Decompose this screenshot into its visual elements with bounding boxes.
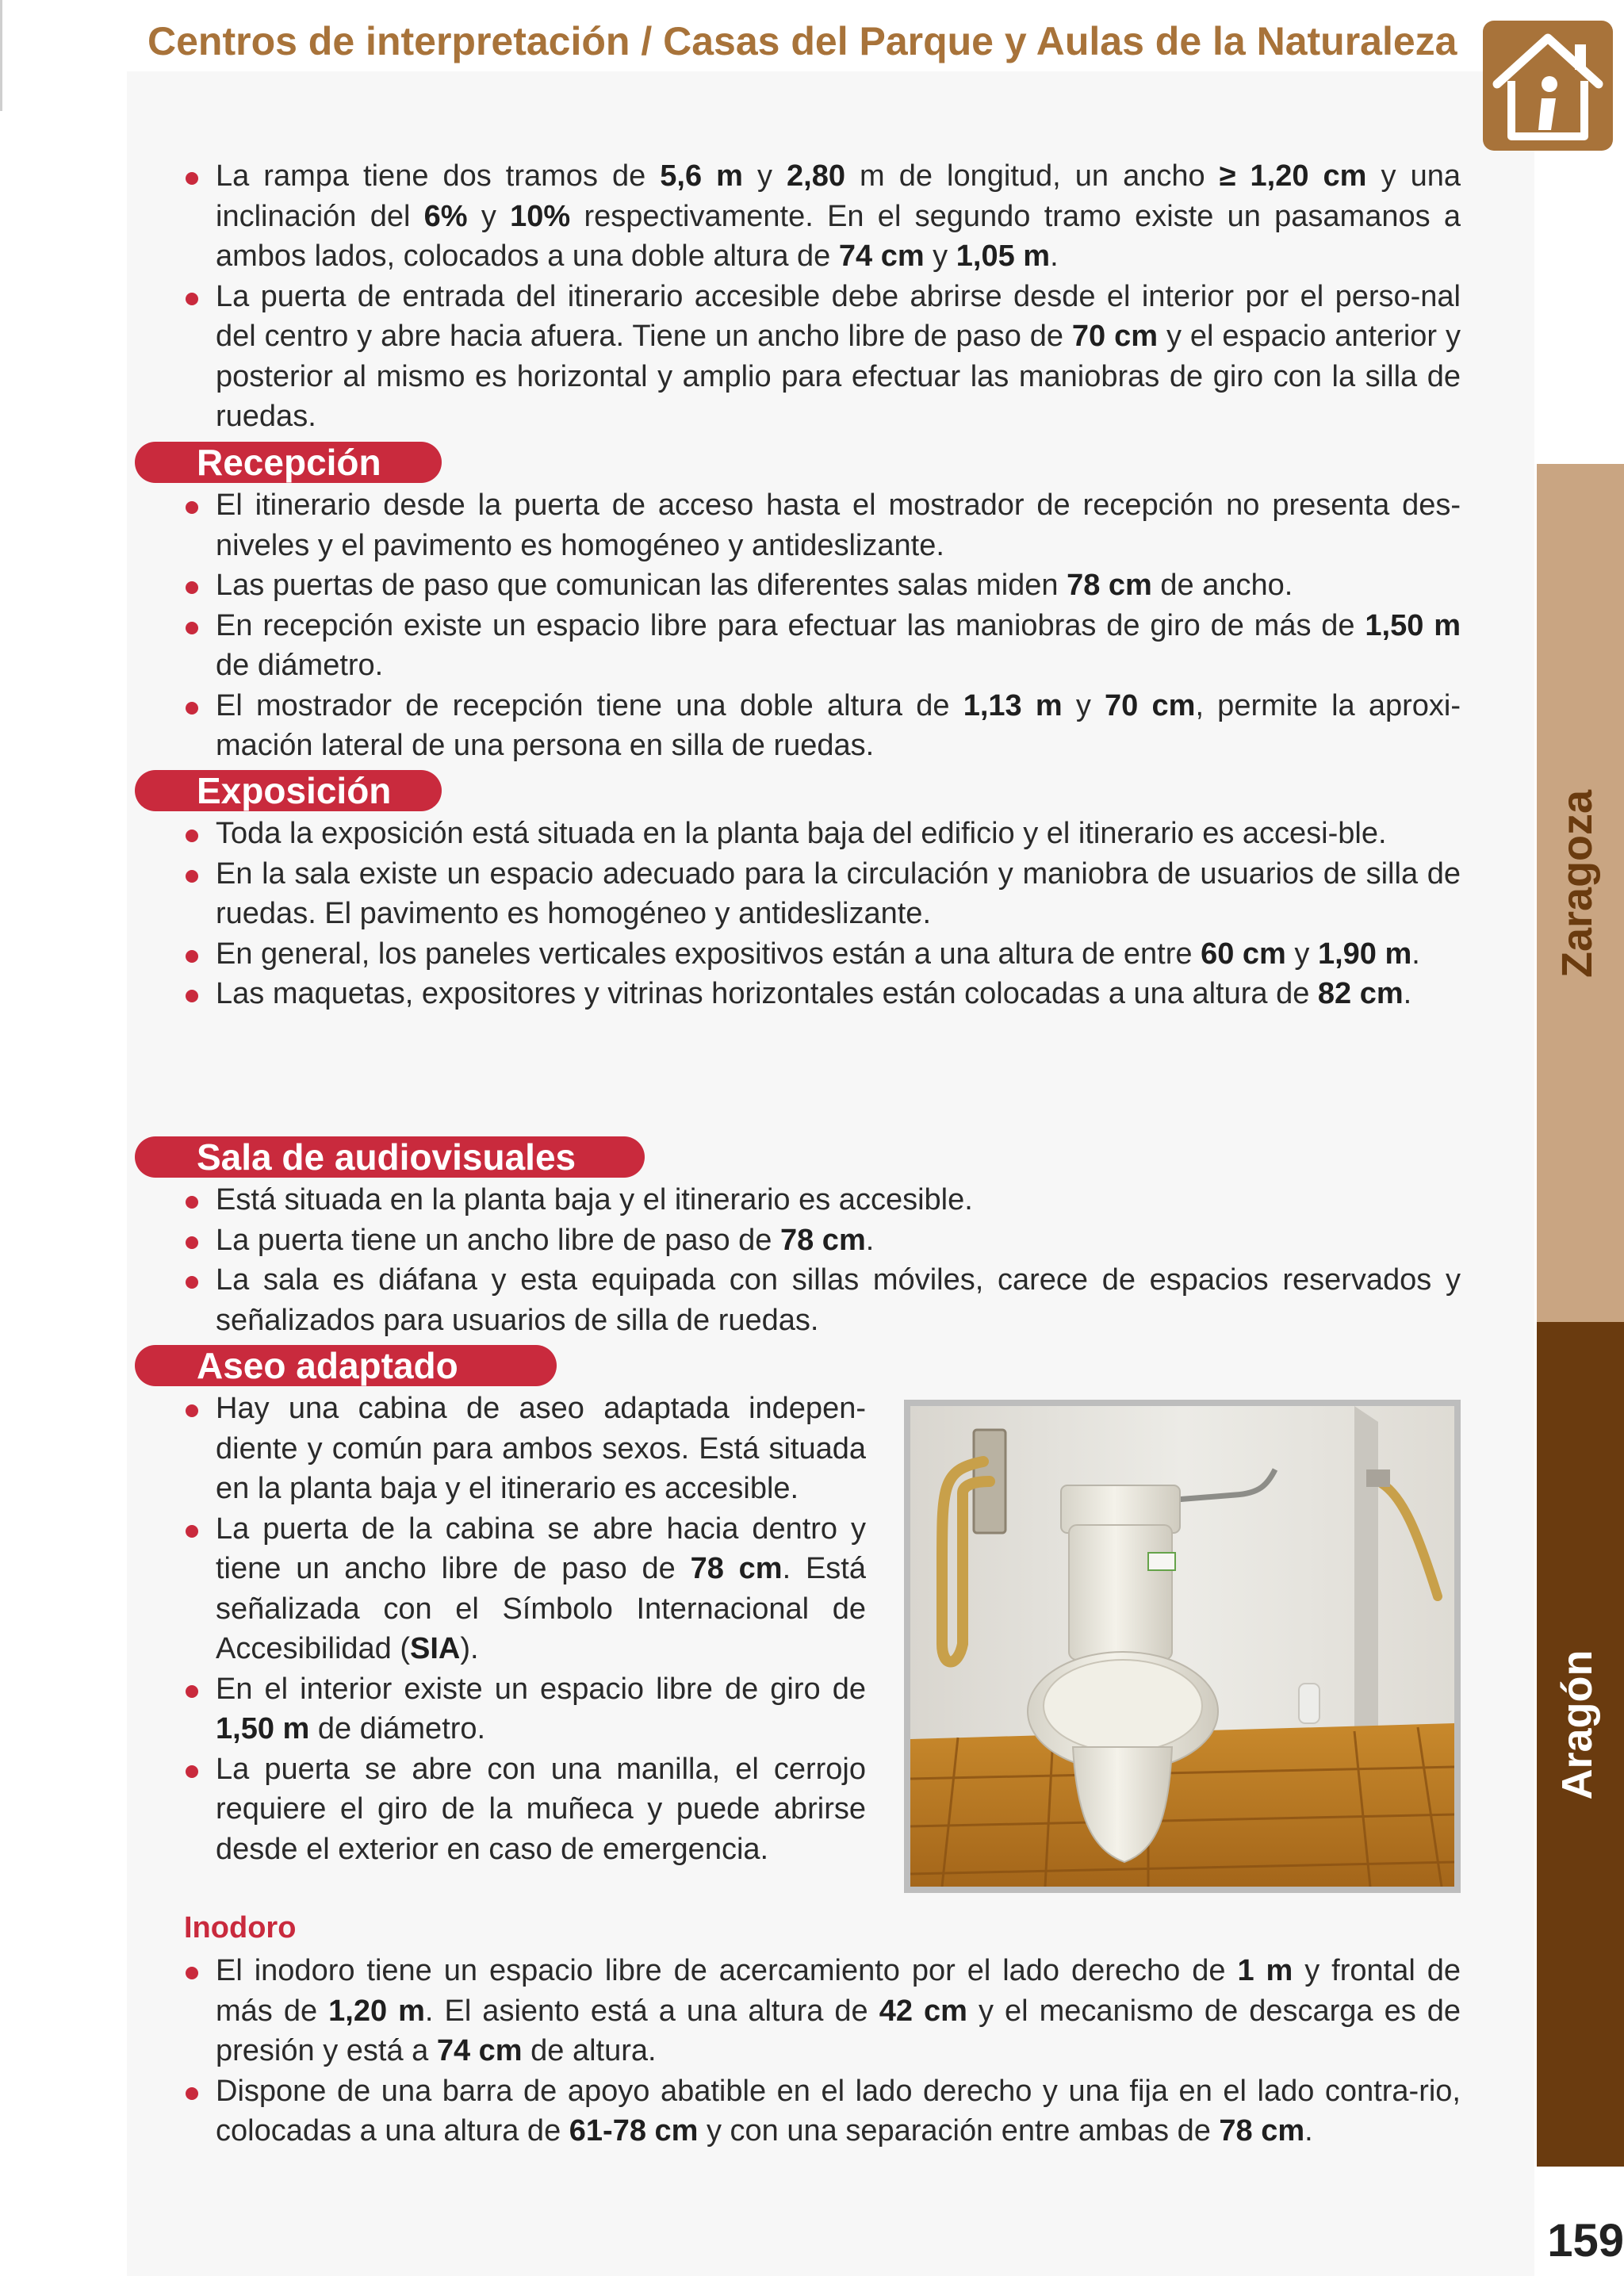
page-number: 159 xyxy=(1547,2215,1624,2266)
subhead-inodoro: Inodoro xyxy=(184,1911,297,1945)
list-item: La rampa tiene dos tramos de 5,6 m y 2,80 m de longitud, un ancho ≥ 1,20 cm y una inclinación del 6% y 10% respectivamente. En el segundo tramo existe un pasamanos a ambos lados, colocados a una doble altura de 74 cm y 1,05 m. xyxy=(184,156,1461,277)
intro-list xyxy=(184,156,1461,437)
audiovisuales-list xyxy=(184,1180,1461,1340)
bold-value: 1 m xyxy=(1237,1954,1293,1987)
page-header-title: Centros de interpretación / Casas del Parque y Aulas de la Naturaleza xyxy=(147,19,1457,63)
list-item: La puerta de la cabina se abre hacia dentro y tiene un ancho libre de paso de 78 cm. Está señalizada con el Símbolo Internacional de Accesibilidad (SIA). xyxy=(184,1509,866,1669)
list-item: La puerta tiene un ancho libre de paso de 78 cm. xyxy=(184,1220,1461,1261)
recepcion-list xyxy=(184,485,1461,766)
page-edge-rule xyxy=(0,0,2,111)
bold-value: 5,6 m xyxy=(660,159,743,193)
bold-value: 6% xyxy=(423,199,468,233)
list-item: En general, los paneles verticales expositivos están a una altura de entre 60 cm y 1,90 m. xyxy=(184,934,1461,975)
bold-value: 70 cm xyxy=(1071,320,1159,353)
bold-value: 78 cm xyxy=(690,1552,783,1585)
inodoro-list xyxy=(184,1951,1461,2151)
list-item: El inodoro tiene un espacio libre de acercamiento por el lado derecho de 1 m y frontal de más de 1,20 m. El asiento está a una altura de 42 cm y el mecanismo de descarga es de presión y está a 74 cm de altura. xyxy=(184,1951,1461,2071)
side-label-zaragoza: Zaragoza xyxy=(1553,789,1601,978)
list-item: Las puertas de paso que comunican las diferentes salas miden 78 cm de ancho. xyxy=(184,565,1461,606)
aseo-list xyxy=(184,1389,866,1869)
bold-value: 10% xyxy=(510,199,571,233)
side-label-aragon: Aragón xyxy=(1553,1650,1601,1800)
list-item: En el interior existe un espacio libre de giro de 1,50 m de diámetro. xyxy=(184,1669,866,1749)
bold-value: SIA xyxy=(410,1632,461,1665)
section-pill-audiovisuales: Sala de audiovisuales xyxy=(135,1136,645,1178)
list-item: El itinerario desde la puerta de acceso hasta el mostrador de recepción no presenta des-niveles y el pavimento es homogéneo y antideslizante. xyxy=(184,485,1461,565)
bold-value: 78 cm xyxy=(1067,569,1152,602)
list-item: La puerta de entrada del itinerario accesible debe abrirse desde el interior por el perso-nal del centro y abre hacia afuera. Tiene un ancho libre de paso de 70 cm y el espacio anterior y posterior al mismo es horizontal y amplio para efectuar las maniobras de giro con la silla de ruedas. xyxy=(184,277,1461,437)
bold-value: ≥ 1,20 cm xyxy=(1219,159,1367,193)
bold-value: 42 cm xyxy=(879,1994,967,2028)
bold-value: 60 cm xyxy=(1201,937,1286,971)
list-item: Está situada en la planta baja y el itinerario es accesible. xyxy=(184,1180,1461,1220)
home-info-icon xyxy=(1480,17,1616,154)
section-pill-recepcion: Recepción xyxy=(135,442,442,483)
bold-value: 1,90 m xyxy=(1317,937,1412,971)
bold-value: 78 cm xyxy=(779,1223,866,1257)
accessible-toilet-photo xyxy=(904,1400,1461,1893)
bold-value: 82 cm xyxy=(1317,977,1404,1010)
bold-value: 1,50 m xyxy=(216,1712,310,1745)
list-item: En recepción existe un espacio libre para efectuar las maniobras de giro de más de 1,50 m de diámetro. xyxy=(184,606,1461,686)
section-pill-aseo: Aseo adaptado xyxy=(135,1345,557,1386)
list-item: La sala es diáfana y esta equipada con sillas móviles, carece de espacios reservados y señalizados para usuarios de silla de ruedas. xyxy=(184,1260,1461,1340)
section-pill-exposicion: Exposición xyxy=(135,770,442,811)
bold-value: 1,20 m xyxy=(328,1994,425,2028)
list-item: El mostrador de recepción tiene una doble altura de 1,13 m y 70 cm, permite la aproxi-mación lateral de una persona en silla de ruedas. xyxy=(184,686,1461,766)
bold-value: 1,13 m xyxy=(963,688,1063,722)
list-item: Dispone de una barra de apoyo abatible en el lado derecho y una fija en el lado contra-rio, colocadas a una altura de 61-78 cm y con una separación entre ambas de 78 cm. xyxy=(184,2071,1461,2151)
bold-value: 1,50 m xyxy=(1365,608,1461,642)
bold-value: 74 cm xyxy=(838,239,925,273)
list-item: Toda la exposición está situada en la planta baja del edificio y el itinerario es accesi-ble. xyxy=(184,814,1461,854)
bold-value: 61-78 cm xyxy=(569,2114,699,2148)
list-item: La puerta se abre con una manilla, el cerrojo requiere el giro de la muñeca y puede abrirse desde el exterior en caso de emergencia. xyxy=(184,1749,866,1870)
bold-value: 70 cm xyxy=(1105,688,1196,722)
exposicion-list xyxy=(184,814,1461,1014)
list-item: En la sala existe un espacio adecuado para la circulación y maniobra de usuarios de silla de ruedas. El pavimento es homogéneo y antideslizante. xyxy=(184,854,1461,934)
bold-value: 1,05 m xyxy=(956,239,1051,273)
bold-value: 74 cm xyxy=(436,2034,523,2067)
bold-value: 2,80 xyxy=(787,159,846,193)
bold-value: 78 cm xyxy=(1219,2114,1305,2148)
list-item: Hay una cabina de aseo adaptada indepen-diente y común para ambos sexos. Está situada en la planta baja y el itinerario es accesible. xyxy=(184,1389,866,1509)
list-item: Las maquetas, expositores y vitrinas horizontales están colocadas a una altura de 82 cm. xyxy=(184,974,1461,1014)
